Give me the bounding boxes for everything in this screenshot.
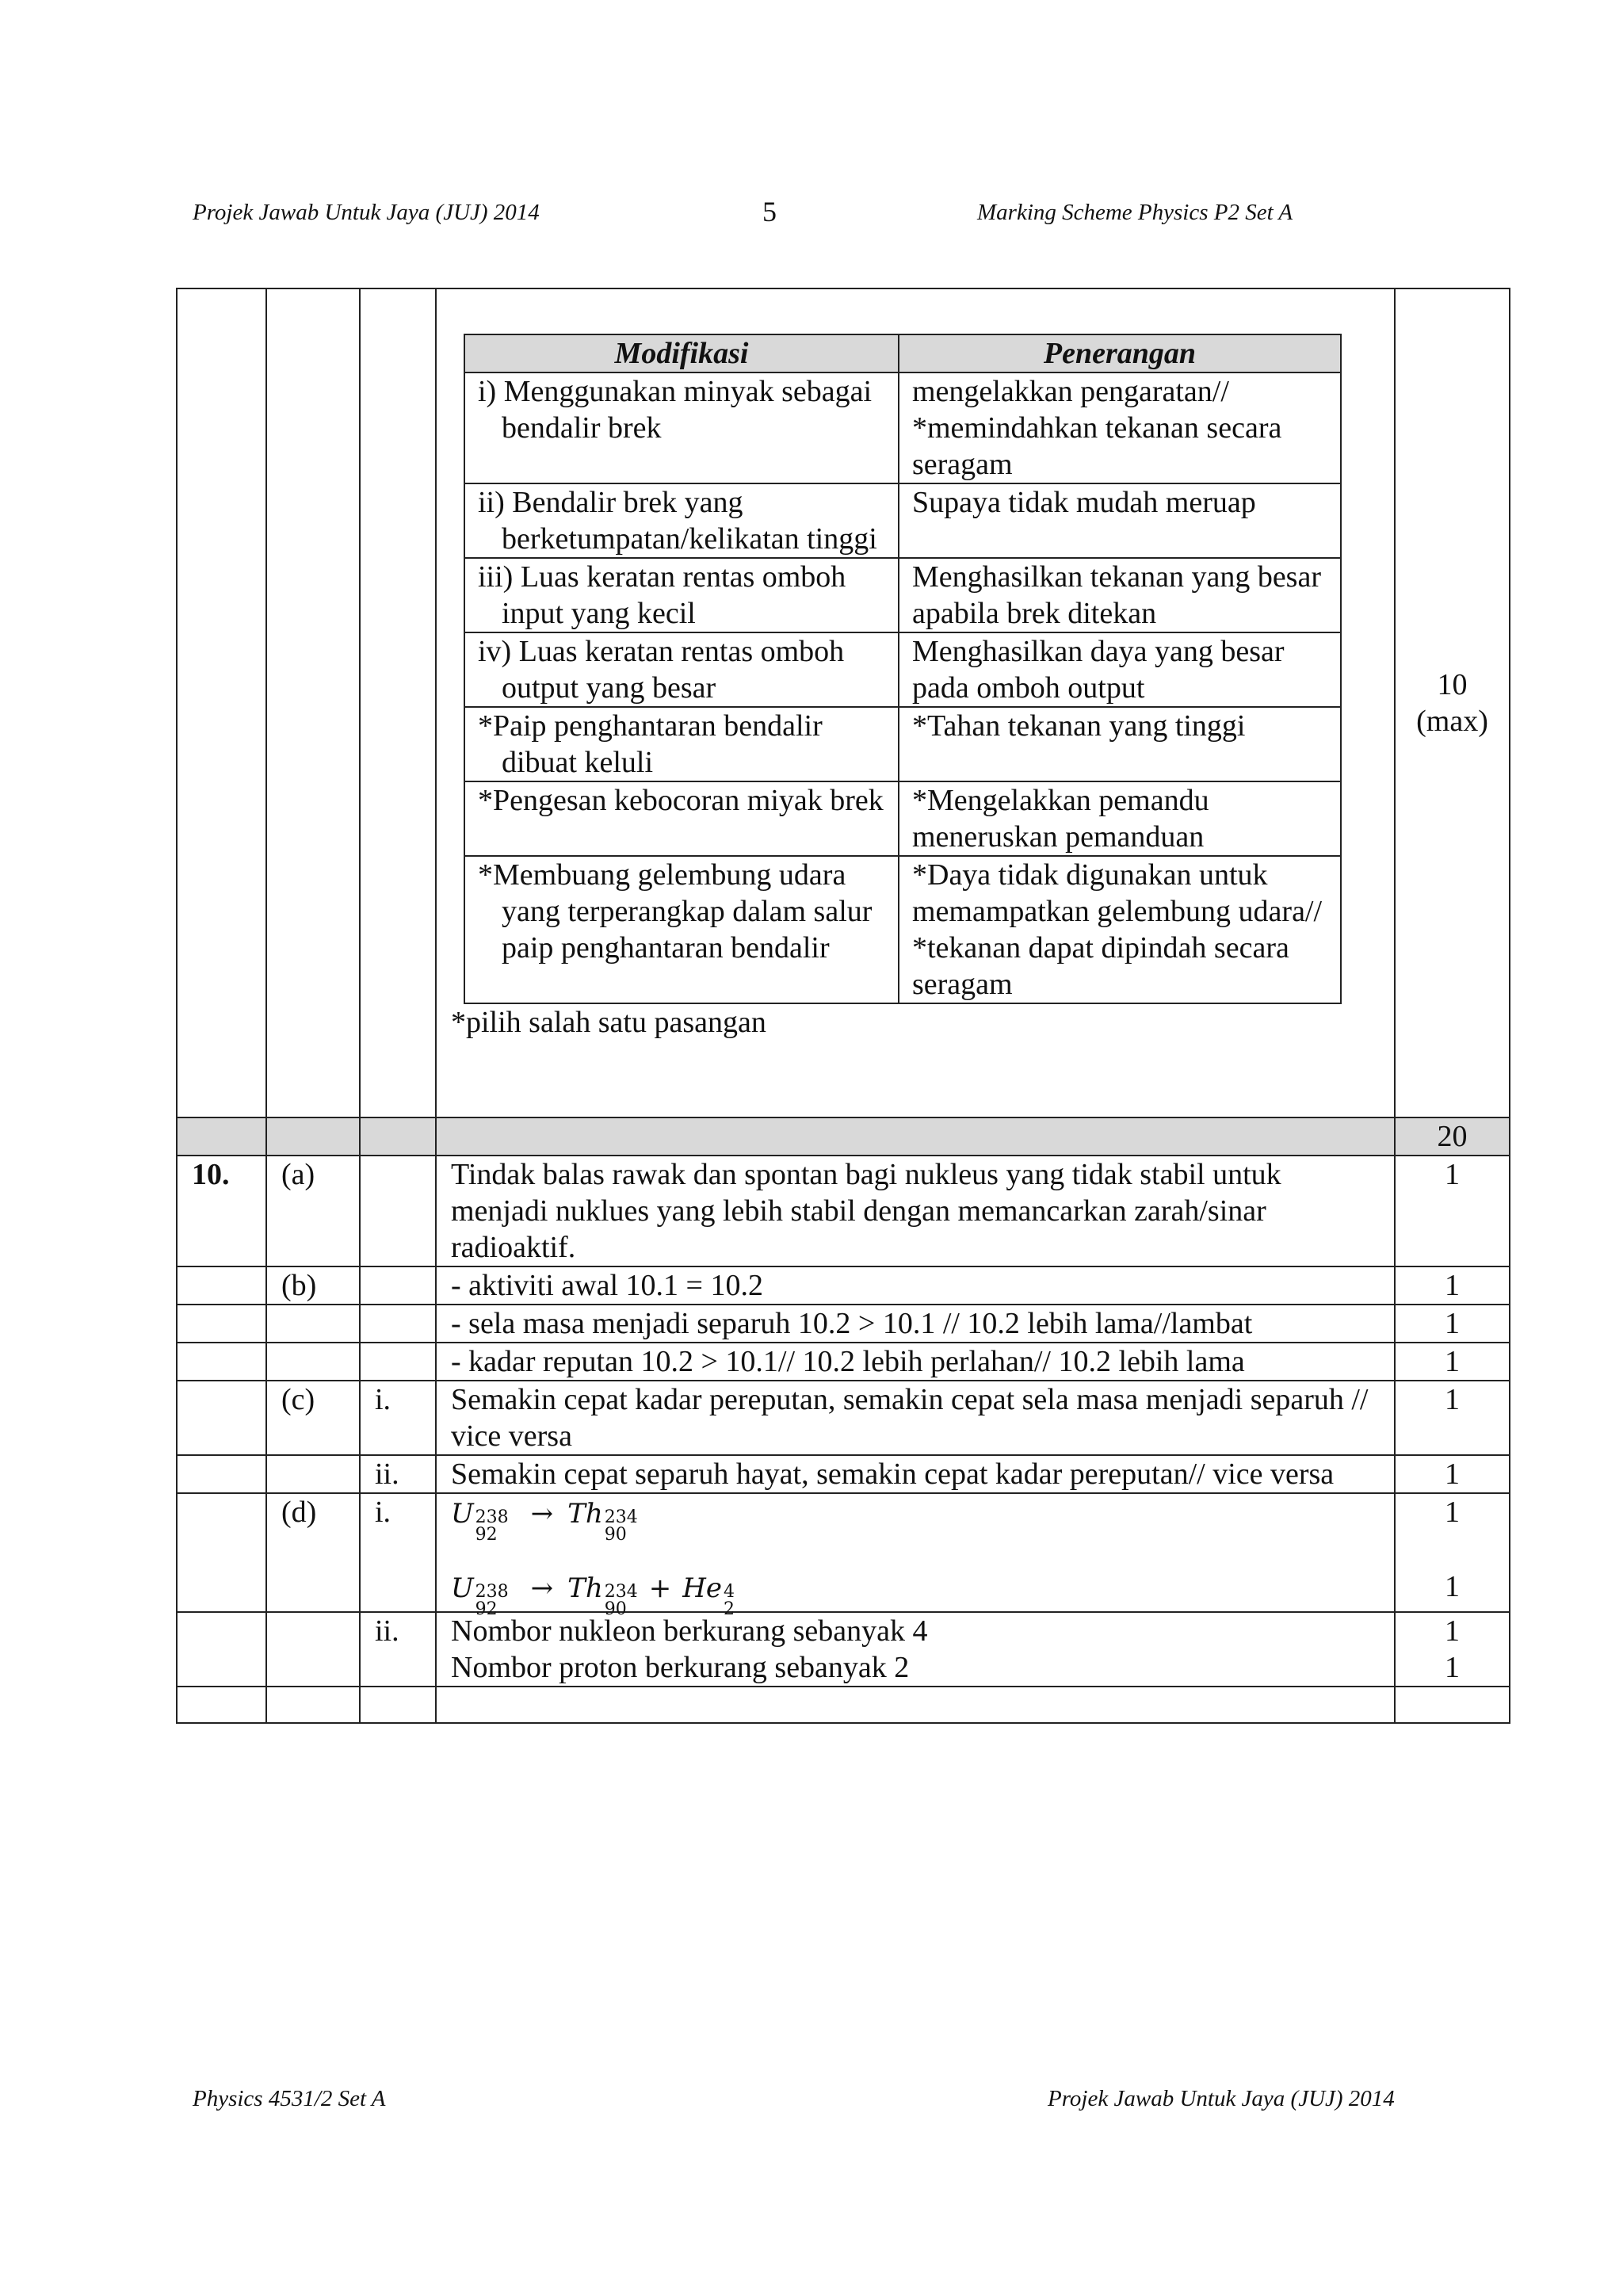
q10d-i-mark-2: 1 [1445, 1570, 1460, 1603]
modification-cell: iv) Luas keratan rentas omboh output yang besar [478, 635, 845, 705]
page-number: 5 [762, 196, 777, 227]
subpart-label: ii. [360, 1612, 436, 1687]
q10b-answer-line: - aktiviti awal 10.1 = 10.2 [436, 1266, 1395, 1305]
plus-sign: + [648, 1572, 672, 1604]
q10c-ii-mark: 1 [1395, 1455, 1510, 1493]
modification-cell: i) Menggunakan minyak sebagai bendalir brek [478, 375, 873, 445]
col-penerangan-header: Penerangan [899, 334, 1341, 372]
arrow-icon: → [530, 1498, 554, 1530]
uranium-nuclide: U 238 92 [451, 1498, 509, 1545]
total-row [177, 1117, 1510, 1156]
table-row [464, 781, 1341, 856]
arrow-icon: → [530, 1572, 554, 1604]
q10d-ii-marks [1395, 1612, 1510, 1687]
q10a-answer: Tindak balas rawak dan spontan bagi nukleus yang tidak stabil untuk menjadi nuklues yang lebih stabil dengan memancarkan zarah/sinar radioaktif. [436, 1156, 1395, 1266]
modification-cell: iii) Luas keratan rentas omboh input yang kecil [478, 560, 846, 630]
q10d-ii-row [177, 1612, 1510, 1687]
part-label: (c) [266, 1381, 360, 1455]
modification-cell: *Membuang gelembung udara yang terperangkap dalam salur paip penghantaran bendalir [478, 858, 873, 965]
q10b-mark: 1 [1395, 1343, 1510, 1381]
q10b-answer-line: - sela masa menjadi separuh 10.2 > 10.1 // 10.2 lebih lama//lambat [436, 1305, 1395, 1343]
footer-right: Projek Jawab Untuk Jaya (JUJ) 2014 [1048, 2086, 1395, 2111]
explanation-cell: *Tahan tekanan yang tinggi [899, 707, 1341, 781]
marking-scheme-table [176, 288, 1510, 1724]
q10c-ii-answer: Semakin cepat separuh hayat, semakin cepat kadar pereputan// vice versa [436, 1455, 1395, 1493]
q10d-ii-mark-1: 1 [1445, 1614, 1460, 1648]
empty-row [177, 1687, 1510, 1723]
q9-mark-note: (max) [1416, 705, 1488, 738]
q10c-i-row [177, 1381, 1510, 1455]
q10d-ii-line-1: Nombor nukleon berkurang sebanyak 4 [451, 1614, 928, 1648]
q10a-row [177, 1156, 1510, 1266]
explanation-cell: Supaya tidak mudah meruap [899, 483, 1341, 558]
q10b-answer-line: - kadar reputan 10.2 > 10.1// 10.2 lebih perlahan// 10.2 lebih lama [436, 1343, 1395, 1381]
explanation-cell: Menghasilkan daya yang besar pada omboh output [899, 632, 1341, 707]
decay-equations [436, 1493, 1395, 1619]
q9-mark-cell [1395, 288, 1510, 1117]
col-modifikasi-header: Modifikasi [464, 334, 899, 372]
decay-equation-1 [451, 1494, 1380, 1545]
q10d-i-row [177, 1493, 1510, 1612]
part-label: (a) [266, 1156, 360, 1266]
q10b-mark: 1 [1395, 1266, 1510, 1305]
q10d-ii-line-2: Nombor proton berkurang sebanyak 2 [451, 1651, 910, 1684]
modification-table [464, 334, 1342, 1004]
q10b-row [177, 1343, 1510, 1381]
table-row [464, 856, 1341, 1003]
footer-left: Physics 4531/2 Set A [193, 2086, 386, 2111]
table-row [464, 558, 1341, 632]
table-row [464, 483, 1341, 558]
table-row [464, 372, 1341, 483]
decay-equation-2 [451, 1570, 1380, 1619]
q10c-i-mark: 1 [1395, 1381, 1510, 1455]
explanation-cell: *Daya tidak digunakan untuk memampatkan gelembung udara// *tekanan dapat dipindah secara seragam [899, 856, 1341, 1003]
part-label: (b) [266, 1266, 360, 1305]
q9-row [177, 288, 1510, 1117]
header-right: Marking Scheme Physics P2 Set A [977, 200, 1293, 225]
thorium-nuclide: Th 234 90 [567, 1572, 638, 1619]
subpart-label: ii. [360, 1455, 436, 1493]
subpart-label: i. [360, 1493, 436, 1612]
header-left: Projek Jawab Untuk Jaya (JUJ) 2014 [193, 200, 540, 225]
q9-content [436, 288, 1395, 1117]
explanation-cell: mengelakkan pengaratan// *memindahkan tekanan secara seragam [899, 372, 1341, 483]
helium-nuclide: He 4 2 [682, 1572, 735, 1619]
q10b-mark: 1 [1395, 1305, 1510, 1343]
q10a-mark: 1 [1395, 1156, 1510, 1266]
q10d-i-mark-1: 1 [1445, 1496, 1460, 1529]
q10b-row [177, 1266, 1510, 1305]
q10d-i-marks [1395, 1493, 1510, 1612]
table-row [464, 707, 1341, 781]
q10c-i-answer: Semakin cepat kadar pereputan, semakin cepat sela masa menjadi separuh // vice versa [436, 1381, 1395, 1455]
q10c-ii-row [177, 1455, 1510, 1493]
question-number: 10. [177, 1156, 266, 1266]
modification-cell: *Paip penghantaran bendalir dibuat keluli [478, 709, 823, 779]
thorium-nuclide: Th 234 90 [567, 1498, 638, 1545]
subpart-label: i. [360, 1381, 436, 1455]
explanation-cell: *Mengelakkan pemandu meneruskan pemanduan [899, 781, 1341, 856]
q10d-ii-mark-2: 1 [1445, 1651, 1460, 1684]
q9-total: 20 [1395, 1117, 1510, 1156]
table-row [464, 632, 1341, 707]
part-label: (d) [266, 1493, 360, 1612]
modification-cell: *Pengesan kebocoran miyak brek [478, 784, 884, 817]
explanation-cell: Menghasilkan tekanan yang besar apabila brek ditekan [899, 558, 1341, 632]
pair-note: *pilih salah satu pasangan [451, 1006, 766, 1039]
q10b-row [177, 1305, 1510, 1343]
q9-mark: 10 [1437, 668, 1468, 701]
uranium-nuclide: U 238 92 [451, 1572, 509, 1619]
q10d-ii-answer [436, 1612, 1395, 1687]
modification-cell: ii) Bendalir brek yang berketumpatan/kelikatan tinggi [478, 486, 877, 556]
